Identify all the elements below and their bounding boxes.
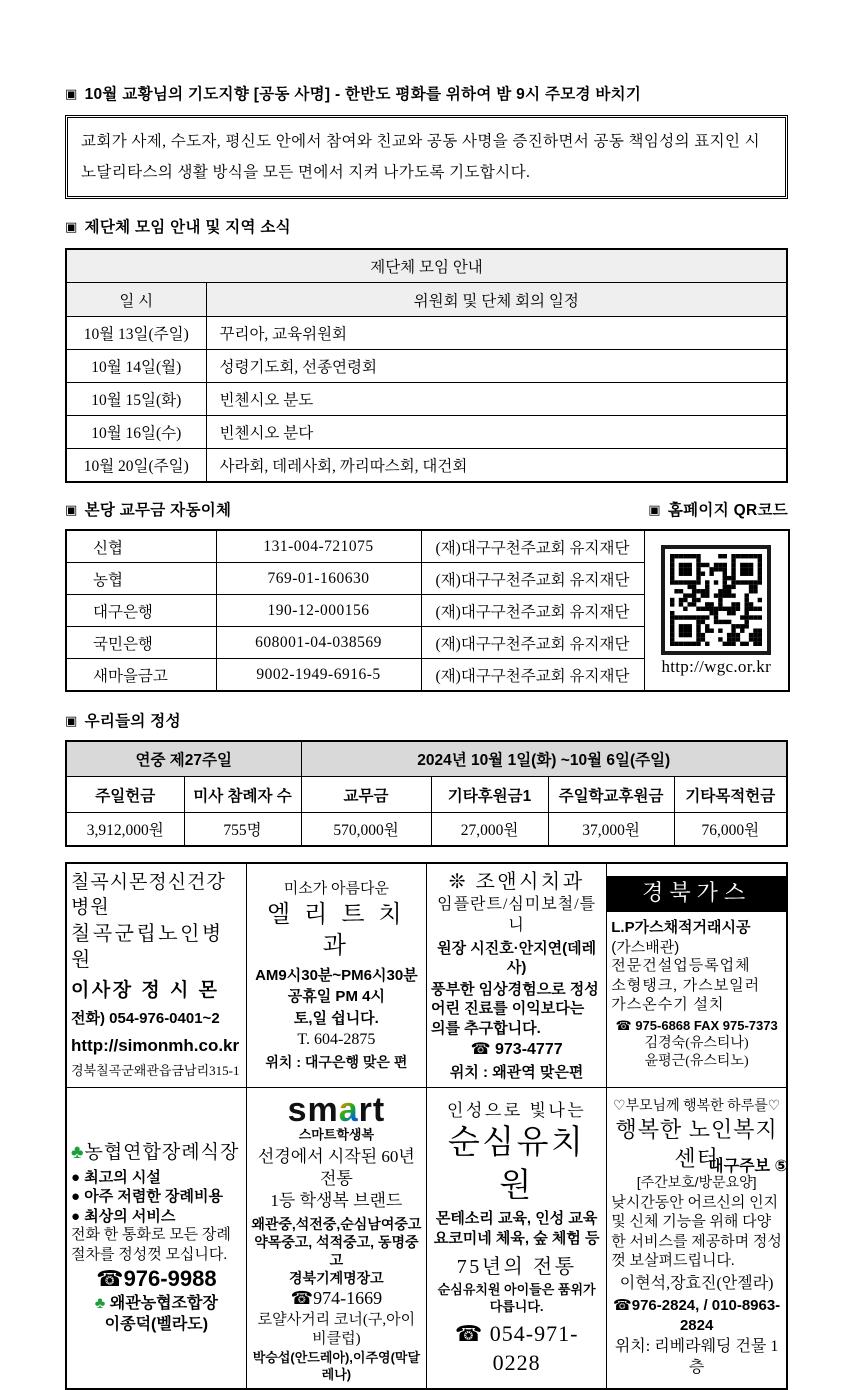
ad-funeral-name: 농협연합장례식장 bbox=[84, 1142, 240, 1164]
meeting-date: 10월 16일(수) bbox=[66, 416, 206, 449]
ad-joan-director: 원장 시진호·안지연(데레사) bbox=[437, 939, 597, 977]
meeting-row bbox=[66, 383, 787, 416]
ad-senior-phone: ☎976-2824, / 010-8963-2824 bbox=[613, 1297, 781, 1334]
ad-senior-name: 행복한 노인복지센터 bbox=[615, 1117, 778, 1171]
section-marker-icon: ▣ bbox=[648, 501, 661, 517]
ad-elite-name: 엘 리 트 치 과 bbox=[267, 901, 406, 959]
meeting-date: 10월 20일(주일) bbox=[66, 449, 206, 483]
ad-hospital-line1: 칠곡시몬정신건강병원 bbox=[71, 872, 226, 919]
ad-joan-services: 임플란트/심미보철/틀니 bbox=[437, 896, 597, 934]
offerings-value: 76,000원 bbox=[674, 813, 787, 847]
ad-kindergarten bbox=[427, 1088, 607, 1390]
ad-kg-name: 순심유치원 bbox=[447, 1124, 586, 1204]
ad-smart-subtitle: 스마트학생복 bbox=[298, 1127, 375, 1143]
ad-kg-desc: 순심유치원 아이들은 품위가 다릅니다. bbox=[437, 1282, 596, 1315]
ad-smart-phone: ☎974-1669 bbox=[290, 1288, 383, 1309]
ad-gas bbox=[607, 863, 787, 1088]
bank-row bbox=[66, 530, 789, 563]
ad-kg-edu1: 몬테소리 교육, 인성 교육 bbox=[435, 1210, 598, 1228]
ad-joan-name: 조앤시치과 bbox=[475, 871, 585, 893]
ad-hospital bbox=[66, 863, 246, 1088]
ad-gas-line2: (가스배관) bbox=[611, 938, 680, 956]
nh-logo-icon: ♣ bbox=[94, 1295, 106, 1313]
ad-senior-location: 위치: 리베라웨딩 건물 1층 bbox=[614, 1338, 779, 1377]
ad-hospital-line2: 칠곡군립노인병원 bbox=[71, 922, 224, 971]
autopay-title-text: 본당 교무금 자동이체 bbox=[84, 502, 232, 519]
bank-account: 769-01-160630 bbox=[216, 563, 421, 595]
qr-title-text: 홈페이지 QR코드 bbox=[667, 502, 788, 519]
offerings-value: 37,000원 bbox=[548, 813, 674, 847]
ad-elite-hours2: 공휴일 PM 4시 bbox=[287, 988, 385, 1006]
ad-funeral-desc: 전화 한 통화로 모든 장례 절차를 정성껏 모십니다. bbox=[71, 1227, 231, 1263]
bank-account: 9002-1949-6916-5 bbox=[216, 659, 421, 692]
autopay-section-title bbox=[65, 498, 231, 520]
ad-gas-person1: 김경숙(유스티나) bbox=[644, 1035, 749, 1051]
ad-smart-line1: 선경에서 시작된 60년 전통 bbox=[257, 1147, 415, 1189]
ad-elite-tagline: 미소가 아름다운 bbox=[283, 881, 389, 898]
ads-grid bbox=[65, 862, 788, 1390]
ad-seniorcenter bbox=[607, 1088, 787, 1390]
ad-funeral-bullet3: ● 최상의 서비스 bbox=[71, 1207, 176, 1225]
smart-logo bbox=[251, 1091, 422, 1130]
bank-holder: (재)대구구천주교회 유지재단 bbox=[421, 595, 644, 627]
offerings-title-text: 우리들의 정성 bbox=[84, 713, 181, 730]
meetings-section-title bbox=[65, 215, 788, 237]
meeting-date: 10월 14일(월) bbox=[66, 350, 206, 383]
smart-logo-rt: rt bbox=[358, 1091, 386, 1130]
ad-hospital-address: 경북칠곡군왜관읍금남리315-1 bbox=[71, 1063, 240, 1079]
offerings-value: 755명 bbox=[184, 813, 301, 847]
ad-funeral-bullet2: ● 아주 저렴한 장례비용 bbox=[71, 1188, 223, 1206]
meeting-schedule: 성령기도회, 선종연령회 bbox=[206, 350, 787, 383]
bank-account: 190-12-000156 bbox=[216, 595, 421, 627]
ad-elite-phone: T. 604-2875 bbox=[297, 1031, 376, 1049]
meeting-date: 10월 13일(주일) bbox=[66, 317, 206, 350]
bank-name: 대구은행 bbox=[66, 595, 216, 627]
ad-hospital-url: http://simonmh.co.kr bbox=[71, 1035, 240, 1055]
ad-elite-dental bbox=[246, 863, 426, 1088]
ad-hospital-phone: 전화) 054-976-0401~2 bbox=[71, 1010, 220, 1028]
offerings-week-label: 연중 제27주일 bbox=[66, 741, 301, 777]
offerings-col-header: 교무금 bbox=[301, 777, 431, 813]
ad-funeral-bullet1: ● 최고의 시설 bbox=[71, 1168, 161, 1186]
meeting-row bbox=[66, 317, 787, 350]
offerings-col-header: 주일헌금 bbox=[66, 777, 184, 813]
bank-name: 국민은행 bbox=[66, 627, 216, 659]
offerings-col-header: 기타후원금1 bbox=[431, 777, 548, 813]
qr-code-icon bbox=[661, 545, 771, 655]
ad-kg-edu2: 요코미네 체육, 숲 체험 등 bbox=[433, 1229, 600, 1247]
ad-senior-tagline: ♡부모님께 행복한 하루를♡ bbox=[612, 1098, 781, 1114]
prayer-section-title bbox=[65, 82, 788, 104]
prayer-body-text: 교회가 사제, 수도자, 평신도 안에서 참여와 친교와 공동 사명을 증진하면서 공동 책임성의 표지인 시노달리타스의 생활 방식을 모든 면에서 지켜 나가도록 기도합시다. bbox=[81, 133, 761, 181]
meetings-title-text: 제단체 모임 안내 및 지역 소식 bbox=[84, 219, 291, 236]
offerings-col-header: 미사 참례자 수 bbox=[184, 777, 301, 813]
meeting-row bbox=[66, 350, 787, 383]
ad-funeral-phone: ☎976-9988 bbox=[96, 1266, 217, 1292]
ad-gas-line5: 가스온수기 설치 bbox=[611, 997, 725, 1014]
ad-elite-hours1: AM9시30분~PM6시30분 bbox=[255, 966, 418, 984]
homepage-qr-cell bbox=[644, 530, 789, 691]
ad-joan-location: 위치 : 왜관역 맞은편 bbox=[449, 1063, 584, 1081]
homepage-url: http://wgc.or.kr bbox=[661, 656, 772, 676]
ad-hospital-director: 이사장 정 시 몬 bbox=[71, 979, 220, 1001]
ad-smart bbox=[246, 1088, 426, 1390]
bank-account: 131-004-721075 bbox=[216, 530, 421, 563]
ad-kg-tradition: 75년의 전통 bbox=[456, 1256, 577, 1279]
ad-joan-dental bbox=[427, 863, 607, 1088]
ad-gas-line1: L.P가스채적거래시공 bbox=[611, 919, 751, 937]
bank-account: 608001-04-038569 bbox=[216, 627, 421, 659]
offerings-value: 27,000원 bbox=[431, 813, 548, 847]
nh-logo-icon: ♣ bbox=[71, 1142, 85, 1164]
offerings-col-header: 기타목적헌금 bbox=[674, 777, 787, 813]
smart-logo-sm: sm bbox=[287, 1091, 339, 1130]
ad-senior-desc: 낮시간동안 어르신의 인지 및 신체 기능을 위해 다양한 서비스를 제공하며 정성껏 보살펴드립니다. bbox=[611, 1194, 782, 1270]
bank-holder: (재)대구구천주교회 유지재단 bbox=[421, 530, 644, 563]
meeting-schedule: 빈첸시오 분다 bbox=[206, 416, 787, 449]
bank-holder: (재)대구구천주교회 유지재단 bbox=[421, 563, 644, 595]
meeting-schedule: 사라회, 데레사회, 까리따스회, 대건회 bbox=[206, 449, 787, 483]
meetings-table-title: 제단체 모임 안내 bbox=[66, 249, 787, 283]
ad-funeral-title2: 왜관농협조합장 bbox=[109, 1295, 218, 1313]
ad-elite-location: 위치 : 대구은행 맞은 편 bbox=[265, 1054, 408, 1071]
bank-name: 새마을금고 bbox=[66, 659, 216, 692]
prayer-title-text: 10월 교황님의 기도지향 [공동 사명] - 한반도 평화를 위하여 밤 9시 주모경 바치기 bbox=[84, 86, 642, 103]
offerings-value: 570,000원 bbox=[301, 813, 431, 847]
ad-kg-tagline: 인성으로 빛나는 bbox=[447, 1100, 587, 1120]
ad-elite-hours3: 토,일 쉽니다. bbox=[293, 1009, 379, 1027]
page-footer: 대구주보 ⑤ bbox=[708, 1158, 788, 1175]
bank-holder: (재)대구구천주교회 유지재단 bbox=[421, 627, 644, 659]
ad-smart-schools2: 약목중고, 석적중고, 동명중고 bbox=[254, 1233, 419, 1268]
meetings-col-schedule: 위원회 및 단체 회의 일정 bbox=[206, 283, 787, 317]
meeting-row bbox=[66, 449, 787, 483]
section-marker-icon: ▣ bbox=[65, 85, 78, 101]
offerings-section-title bbox=[65, 709, 788, 731]
smart-logo-a: a bbox=[338, 1091, 359, 1130]
ad-joan-desc: 풍부한 임상경험으로 정성어린 진료를 이익보다는 의를 추구합니다. bbox=[431, 980, 599, 1037]
bank-name: 신협 bbox=[66, 530, 216, 563]
ad-senior-subtitle: [주간보호/방문요양] bbox=[636, 1174, 757, 1191]
ad-gas-line3: 전문건설업등록업체 bbox=[611, 958, 751, 975]
qr-section-title bbox=[648, 498, 788, 520]
ad-kg-phone: ☎ 054-971-0228 bbox=[454, 1321, 579, 1375]
ad-smart-schools3: 경북기계명장고 bbox=[289, 1270, 384, 1287]
offerings-period-label: 2024년 10월 1일(화) ~10월 6일(주일) bbox=[301, 741, 787, 777]
ad-gas-phone: ☎ 975-6868 FAX 975-7373 bbox=[615, 1017, 778, 1033]
ad-funeral bbox=[66, 1088, 246, 1390]
meetings-table bbox=[65, 248, 788, 483]
ad-senior-persons: 이현석,장효진(안젤라) bbox=[619, 1274, 774, 1292]
ad-joan-name-line bbox=[431, 869, 602, 895]
meeting-row bbox=[66, 416, 787, 449]
meeting-date: 10월 15일(화) bbox=[66, 383, 206, 416]
section-marker-icon: ▣ bbox=[65, 712, 78, 728]
ad-gas-line4: 소형탱크, 가스보일러 bbox=[611, 977, 761, 994]
bank-name: 농협 bbox=[66, 563, 216, 595]
ad-funeral-person: 이종덕(벨라도) bbox=[104, 1315, 209, 1333]
ad-joan-phone: ☎ 973-4777 bbox=[470, 1041, 563, 1059]
autopay-table bbox=[65, 529, 790, 692]
ad-smart-schools1: 왜관중,석전중,순심남여중고 bbox=[251, 1215, 422, 1232]
bank-holder: (재)대구구천주교회 유지재단 bbox=[421, 659, 644, 692]
meetings-col-date: 일 시 bbox=[66, 283, 206, 317]
ad-smart-persons: 박승섭(안드레아),이주영(막달레나) bbox=[252, 1349, 421, 1382]
ad-smart-line2: 1등 학생복 브랜드 bbox=[270, 1191, 403, 1211]
ad-gas-name: 경북가스 bbox=[607, 876, 786, 913]
ad-gas-person2: 윤평근(유스티노) bbox=[644, 1053, 749, 1069]
offerings-table bbox=[65, 740, 788, 847]
prayer-body-box bbox=[65, 115, 788, 199]
ad-funeral-name-line bbox=[71, 1141, 242, 1166]
section-marker-icon: ▣ bbox=[65, 218, 78, 234]
meeting-schedule: 꾸리아, 교육위원회 bbox=[206, 317, 787, 350]
ad-funeral-title2-line bbox=[71, 1294, 242, 1315]
section-marker-icon: ▣ bbox=[65, 501, 78, 517]
offerings-col-header: 주일학교후원금 bbox=[548, 777, 674, 813]
ad-smart-location: 로얄사거리 코너(구,아이비클럽) bbox=[257, 1311, 416, 1348]
clinic-logo-icon: ❊ bbox=[448, 871, 468, 893]
meeting-schedule: 빈첸시오 분도 bbox=[206, 383, 787, 416]
offerings-value: 3,912,000원 bbox=[66, 813, 184, 847]
